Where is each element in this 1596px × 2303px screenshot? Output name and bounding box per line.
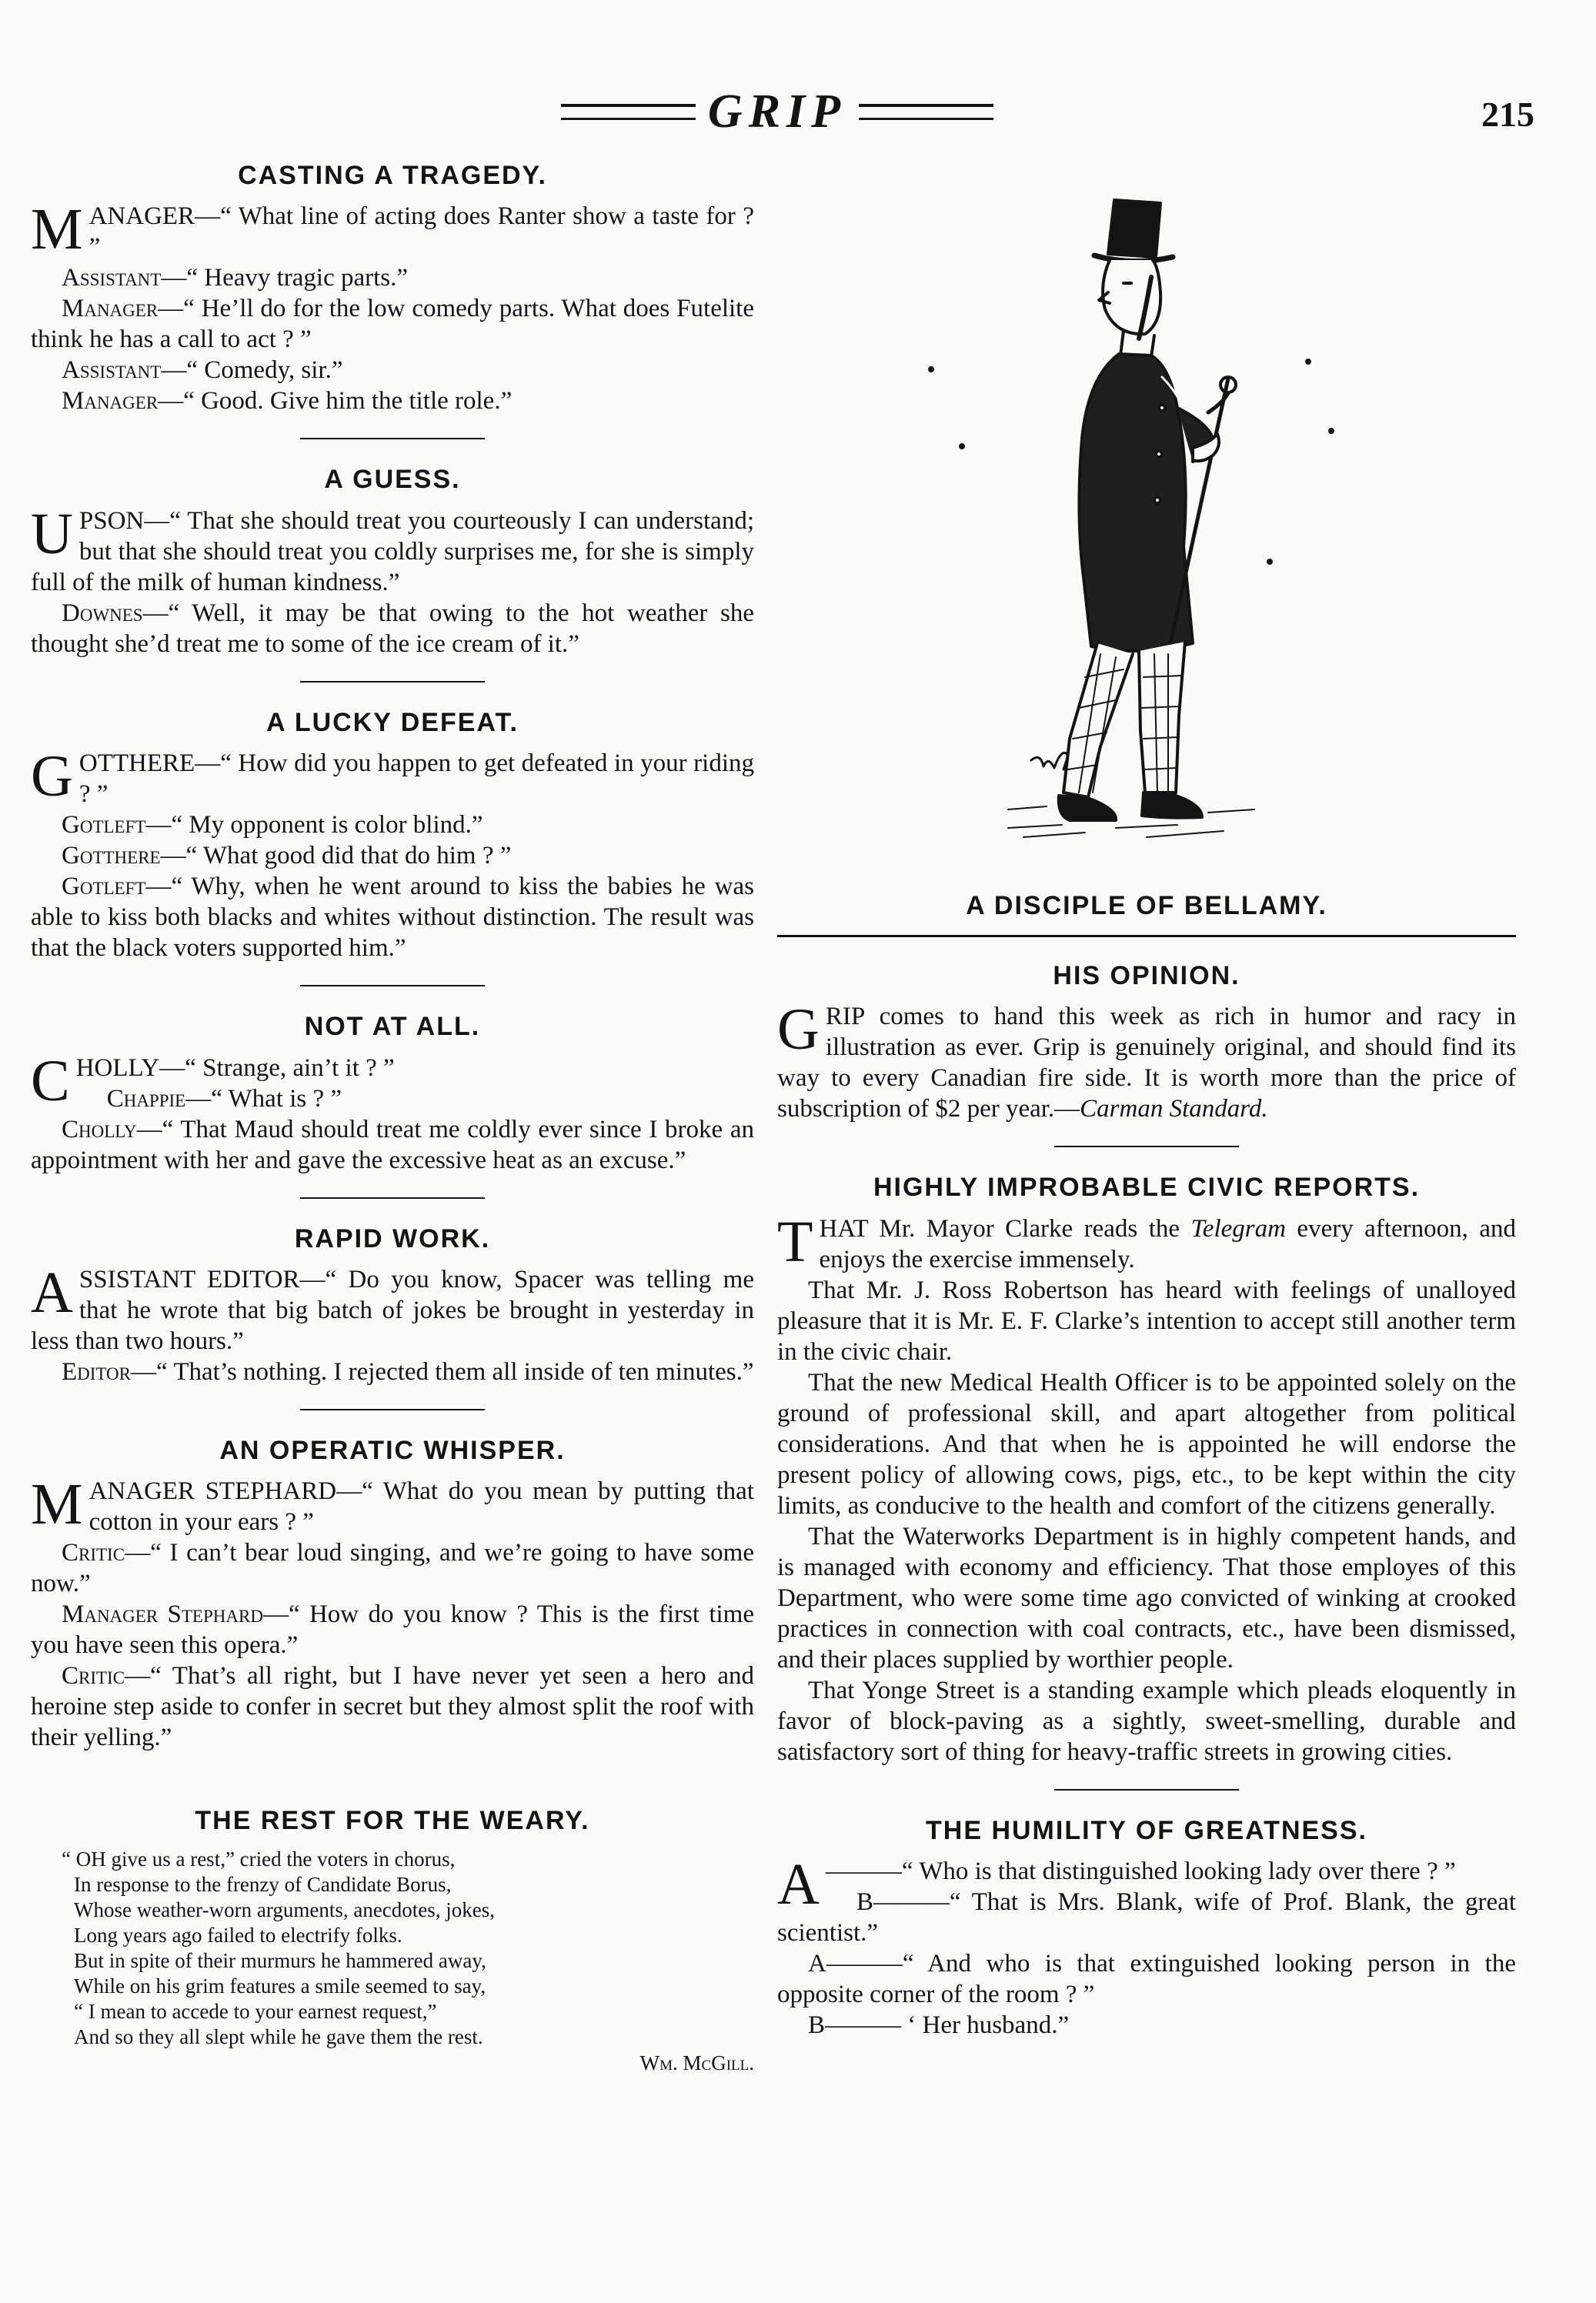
article-paragraph: That Mr. J. Ross Robertson has heard with feelings of unalloyed pleasure that it is Mr. E. F. Clarke’s intention to accept still another term in the civic chair. [777, 1276, 1516, 1366]
section-divider [300, 1197, 485, 1199]
masthead-rule-right [859, 104, 993, 120]
cartoon-illustration [777, 177, 1516, 885]
masthead [531, 85, 1023, 139]
line-text: every afternoon, and enjoys the exercise immensely. [819, 1214, 1516, 1273]
artist-signature [1031, 753, 1068, 769]
shoe-left [1059, 796, 1116, 820]
article-paragraph: That the new Medical Health Officer is to be appointed solely on the ground of professional skill, and apart altogether from political considerations. And that when he is appointed he will endorse the present policy of allowing cows, pigs, etc., to be kept within the city limits, as conducive to the health and comfort of the citizens generally. [777, 1368, 1516, 1520]
line-text: ———“ Who is that distinguished looking lady over there ? ” [825, 1857, 1456, 1886]
article-title: RAPID WORK. [294, 1223, 491, 1253]
dialogue-line [777, 1852, 1516, 1917]
line-text: HAT Mr. Mayor Clarke reads the [819, 1214, 1191, 1243]
poem-line: “ I mean to accede to your earnest request,” [74, 1999, 437, 2023]
article-an-operatic-whisper [31, 1437, 754, 1753]
section-rule [777, 935, 1516, 937]
masthead-rule-left [561, 104, 696, 120]
dialogue-line [31, 1472, 754, 1537]
page-number: 215 [1481, 95, 1534, 134]
speaker: Editor [62, 1357, 132, 1386]
shoe-right [1142, 793, 1202, 818]
dialogue-line [31, 197, 754, 262]
article-casting-a-tragedy [31, 162, 754, 416]
masthead-title: GRIP [707, 85, 847, 138]
speaker: Cholly [62, 1115, 137, 1143]
dialogue-line [31, 840, 754, 871]
coat [1079, 354, 1193, 651]
speaker: Critic [62, 1539, 125, 1567]
article-paragraph: That Yonge Street is a standing example which pleads eloquently in favor of block-paving as a sightly, sweet-smelling, durable and satisfactory sort of thing for heavy-traffic streets in growing cities. [777, 1676, 1516, 1766]
dialogue-line [31, 386, 754, 416]
line-text: —“ Comedy, sir.” [161, 356, 343, 385]
article-title: THE REST FOR THE WEARY. [195, 1806, 590, 1836]
article-title: A GUESS. [324, 465, 461, 495]
article-rapid-work [31, 1225, 754, 1387]
dialogue-line: B——— ‘ Her husband.” [808, 2011, 1070, 2040]
line-text: —“ Heavy tragic parts.” [161, 264, 409, 292]
poem-line: But in spite of their murmurs he hammered away, [74, 1948, 486, 1972]
speaker: Assistant [62, 264, 162, 292]
speaker: Manager [62, 295, 159, 323]
article-body [777, 997, 1516, 1124]
dialogue-line [31, 1260, 754, 1357]
line-text: —“ My opponent is color blind.” [145, 811, 483, 839]
line-text: —“ Why, when he went around to kiss the babies he was able to kiss both blacks and whites without distinction. The result was that the black voters supported him.” [31, 873, 754, 963]
article-not-at-all [31, 1013, 754, 1175]
article-a-lucky-defeat [31, 709, 754, 963]
article-title: CASTING A TRAGEDY. [238, 161, 547, 190]
section-divider [300, 985, 485, 986]
page-header [0, 85, 1596, 139]
right-column [777, 177, 1516, 2041]
poem-line: While on his grim features a smile seemed to say, [74, 1974, 486, 1998]
article-humility-of-greatness [777, 1817, 1516, 2041]
top-hat [1108, 200, 1160, 257]
line-text: —“ That’s nothing. I rejected them all inside of ten minutes.” [131, 1357, 754, 1386]
article-his-opinion [777, 962, 1516, 1124]
drop-cap: U [31, 501, 73, 566]
poem-author: Wm. McGill. [639, 2051, 754, 2074]
line-text: —“ Good. Give him the title role.” [158, 387, 513, 416]
line-text: SSISTANT EDITOR—“ Do you know, Spacer was telling me that he wrote that big batch of jokes be brought in yesterday in less than two hours.” [31, 1265, 754, 1355]
poem-line: “ OH give us a rest,” cried the voters in chorus, [62, 1847, 456, 1871]
article-title: THE HUMILITY OF GREATNESS. [926, 1815, 1367, 1845]
dialogue-line: B———“ That is Mrs. Blank, wife of Prof. Blank, the great scientist.” [777, 1888, 1516, 1948]
dialogue-line [31, 1599, 754, 1660]
dialogue-line: A———“ And who is that extinguished looking person in the opposite corner of the room ? ” [777, 1950, 1516, 2009]
dialogue-line [31, 1357, 754, 1387]
line-text: ANAGER—“ What line of acting does Ranter show a taste for ? ” [88, 202, 754, 262]
dialogue-line [31, 871, 754, 963]
dialogue-line [31, 501, 754, 598]
article-civic-reports [777, 1173, 1516, 1767]
poem-line: Long years ago failed to electrify folks. [74, 1923, 402, 1947]
section-divider [300, 1409, 485, 1410]
line-text: —“ How do you know ? This is the first time you have seen this opera.” [31, 1600, 755, 1660]
article-title: NOT AT ALL. [304, 1012, 481, 1042]
line-text: —“ That’s all right, but I have never yet seen a hero and heroine step aside to confer in secret but they almost split the roof with their yelling.” [31, 1662, 754, 1752]
drop-cap: A [31, 1260, 73, 1325]
drop-cap: M [31, 1472, 83, 1537]
cartoon-figure [777, 177, 1516, 885]
poem-line: And so they all slept while he gave them the rest. [74, 2024, 483, 2048]
dialogue-line [31, 1537, 754, 1599]
drop-cap: G [777, 997, 820, 1063]
drop-cap: G [31, 744, 73, 809]
dialogue-line [31, 809, 754, 840]
drop-cap: T [777, 1209, 813, 1274]
speaker: Chappie [106, 1084, 186, 1113]
article-paragraph: That the Waterworks Department is in highly competent hands, and is managed with economy and efficiency. That those employes of this Department, who were some time ago convicted of winking at crooked practices in connection with coal contracts, etc., have been dismissed, and their places supplied by worthier people. [777, 1522, 1516, 1674]
dialogue-line [31, 293, 754, 355]
line-text: —“ What is ? ” [185, 1084, 342, 1113]
speaker: Gotthere [62, 842, 161, 870]
newspaper-name: Telegram [1190, 1214, 1286, 1243]
drop-cap: A [777, 1852, 820, 1917]
dialogue-line [31, 355, 754, 386]
section-divider [300, 681, 485, 683]
head [1103, 260, 1160, 334]
dialogue-line [31, 744, 754, 809]
drop-cap: M [31, 197, 83, 262]
poem-the-rest-for-the-weary [31, 1807, 754, 2074]
line-text: PSON—“ That she should treat you courteously I can understand; but that she should treat you coldly surprises me, for she is simply full of the milk of human kindness.” [31, 506, 754, 596]
speaker: Assistant [62, 356, 162, 385]
line-text: ANAGER STEPHARD—“ What do you mean by putting that cotton in your ears ? ” [88, 1477, 754, 1537]
line-text: OTTHERE—“ How did you happen to get defeated in your riding ? ” [78, 749, 754, 809]
line-text: —“ I can’t bear loud singing, and we’re going to have some now.” [31, 1539, 754, 1598]
line-text: —“ He’ll do for the low comedy parts. What does Futelite think he has a call to act ? ” [31, 295, 754, 354]
dialogue-line [31, 1114, 754, 1176]
line-text: —“ Well, it may be that owing to the hot weather she thought she’d treat me to some of the ice cream of it.” [31, 599, 754, 658]
article-title: HIS OPINION. [1053, 961, 1240, 990]
dialogue-line [31, 262, 754, 293]
speaker: Downes [62, 599, 143, 627]
line-text: HOLLY—“ Strange, ain’t it ? ” [75, 1053, 395, 1082]
section-divider [1054, 1789, 1239, 1791]
article-a-guess [31, 466, 754, 659]
speaker: Manager [62, 387, 159, 416]
speaker: Manager Stephard [62, 1600, 263, 1629]
section-divider [1054, 1146, 1239, 1147]
source-citation: Carman Standard. [1080, 1095, 1268, 1123]
line-text: RIP comes to hand this week as rich in humor and racy in illustration as ever. Grip is genuinely original, and should find its way to every Canadian fire side. It is worth more than the price of subscription of $2 per year.— [777, 1003, 1516, 1123]
drop-cap: C [31, 1048, 70, 1113]
poem-line: Whose weather-worn arguments, anecdotes, jokes, [74, 1897, 496, 1921]
article-title: AN OPERATIC WHISPER. [219, 1435, 566, 1465]
dialogue-line [31, 1660, 754, 1753]
speaker: Gotleft [62, 873, 146, 901]
article-title: A LUCKY DEFEAT. [266, 707, 519, 737]
speaker: Critic [62, 1662, 125, 1691]
line-text: —“ That Maud should treat me coldly ever since I broke an appointment with her and gave the excessive heat as an excuse.” [31, 1115, 754, 1174]
article-title: HIGHLY IMPROBABLE CIVIC REPORTS. [873, 1173, 1421, 1203]
left-column [31, 162, 754, 2075]
article-paragraph [777, 1209, 1516, 1275]
dialogue-line [31, 598, 754, 659]
speaker: Gotleft [62, 811, 146, 839]
line-text: —“ What good did that do him ? ” [160, 842, 512, 870]
dialogue-line [31, 1083, 754, 1114]
poem-line: In response to the frenzy of Candidate Borus, [74, 1872, 452, 1896]
section-divider [300, 438, 485, 439]
cartoon-caption: A DISCIPLE OF BELLAMY. [966, 891, 1327, 920]
